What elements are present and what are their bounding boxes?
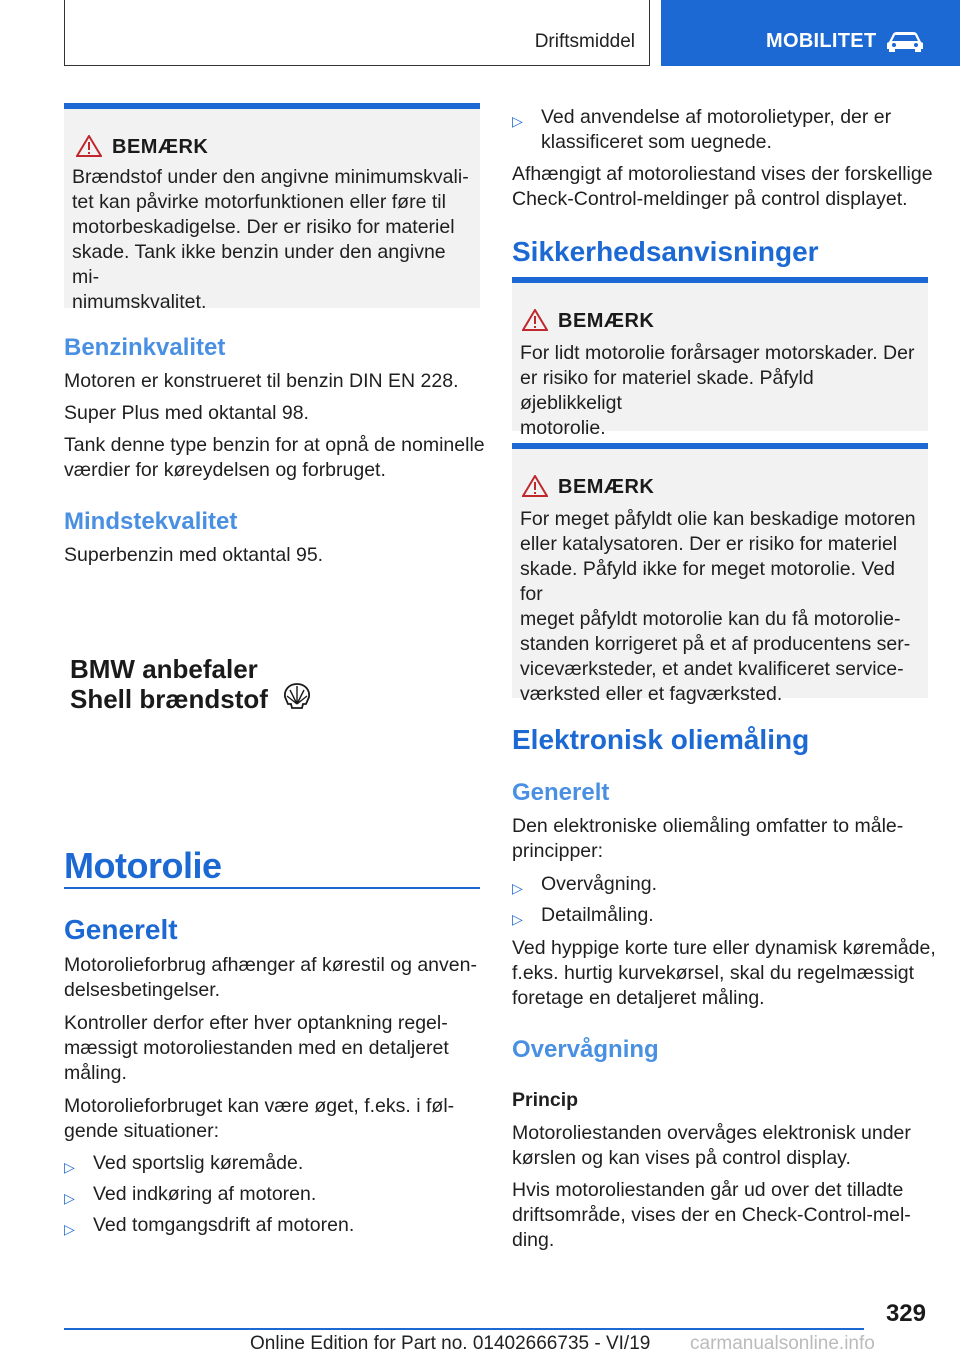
note-line: skade. Tank ikke benzin under den angivne mi- (72, 241, 446, 288)
paragraph-line: Motoroliestanden overvåges elektronisk under (512, 1122, 911, 1144)
paragraph-line: delsesbetingelser. (64, 979, 221, 1001)
shell-ad (70, 654, 268, 714)
note-line: Brændstof under den angivne minimumskvali- (72, 166, 469, 188)
heading-generelt: Generelt (64, 914, 178, 945)
paragraph: Motoren er konstrueret til benzin DIN EN 228. (64, 370, 459, 392)
note-text (520, 341, 918, 441)
bullet-triangle-icon: ▷ (512, 911, 523, 927)
heading-overvaagning: Overvågning (512, 1036, 659, 1063)
paragraph-line: principper: (512, 840, 604, 862)
note-line: eller katalysatoren. Der er risiko for materiel (520, 533, 898, 555)
note-line: viceværksteder, et andet kvalificeret service- (520, 658, 904, 680)
note-line: For meget påfyldt olie kan beskadige motoren (520, 508, 916, 530)
bullet-triangle-icon: ▷ (64, 1159, 75, 1175)
list-item (512, 105, 891, 155)
bullet-triangle-icon: ▷ (512, 880, 523, 896)
list-item-text: Ved indkøring af motoren. (93, 1183, 317, 1205)
paragraph (512, 814, 903, 864)
car-icon (885, 28, 925, 52)
paragraph (512, 1178, 911, 1253)
note-title: BEMÆRK (558, 476, 655, 498)
heading-motorolie: Motorolie (64, 845, 222, 886)
paragraph (64, 953, 477, 1003)
note-line: er risiko for materiel skade. Påfyld øjeblikkeligt (520, 367, 814, 414)
header-section-label: Driftsmiddel (534, 31, 635, 52)
note-line: standen korrigeret på et af producentens ser- (520, 633, 911, 655)
note-title: BEMÆRK (112, 136, 209, 158)
list-item (64, 1151, 303, 1176)
header-chapter-box (661, 0, 960, 66)
list-item (64, 1182, 316, 1207)
bullet-triangle-icon: ▷ (64, 1221, 75, 1237)
paragraph-line: f.eks. hurtig kurvekørsel, skal du regelmæssigt (512, 962, 915, 984)
paragraph-line: mæssigt motoroliestanden med en detaljeret (64, 1037, 449, 1059)
paragraph-line: måling. (64, 1062, 127, 1084)
list-item-text: Ved sportslig køremåde. (93, 1152, 304, 1174)
header-chapter-label: MOBILITET (766, 30, 877, 52)
warning-note-overfill-oil (512, 443, 928, 705)
paragraph-line: Tank denne type benzin for at opnå de nominelle (64, 434, 485, 456)
paragraph-line: driftsområde, vises der en Check-Control-mel- (512, 1204, 911, 1226)
paragraph: Superbenzin med oktantal 95. (64, 544, 324, 566)
heading-elektronisk-oliemaaling: Elektronisk oliemåling (512, 724, 810, 755)
note-line: For lidt motorolie forårsager motorskader. Der (520, 342, 915, 364)
ad-line-text: Shell brændstof (70, 684, 268, 714)
paragraph: Super Plus med oktantal 98. (64, 402, 309, 424)
list-item-text (541, 105, 891, 155)
bullet-triangle-icon: ▷ (512, 113, 523, 129)
paragraph-line: Kontroller derfor efter hver optankning regel- (64, 1012, 448, 1034)
paragraph-line: Motorolieforbruget kan være øget, f.eks. i føl- (64, 1095, 455, 1117)
list-item-line: klassificeret som uegnede. (541, 131, 772, 153)
ad-line (70, 684, 268, 714)
note-line: skade. Påfyld ikke for meget motorolie. Ved for (520, 558, 896, 605)
note-line: nimumskvalitet. (72, 291, 207, 313)
note-text (520, 507, 918, 707)
heading-sikkerhedsanvisninger: Sikkerhedsanvisninger (512, 236, 819, 267)
paragraph-line: Afhængigt af motoroliestand vises der forskellige (512, 163, 933, 185)
list-item (64, 1213, 354, 1238)
ad-line: BMW anbefaler (70, 654, 258, 684)
warning-note-low-oil (512, 277, 928, 439)
paragraph-line: foretage en detaljeret måling. (512, 987, 765, 1009)
note-title: BEMÆRK (558, 310, 655, 332)
warning-triangle-icon (522, 309, 548, 331)
paragraph-line: ding. (512, 1229, 555, 1251)
warning-triangle-icon (522, 475, 548, 497)
list-item-text: Detailmåling. (541, 904, 654, 926)
paragraph-line: Check-Control-meldinger på control displayet. (512, 188, 908, 210)
list-item-text: Overvågning. (541, 873, 657, 895)
paragraph (512, 1121, 911, 1171)
paragraph-line: kørslen og kan vises på control display. (512, 1147, 851, 1169)
paragraph-line: Den elektroniske oliemåling omfatter to måle- (512, 815, 904, 837)
list-item (512, 872, 657, 897)
warning-triangle-icon (76, 135, 102, 157)
paragraph (512, 162, 933, 212)
heading-generelt: Generelt (512, 779, 610, 806)
note-line: tet kan påvirke motorfunktionen eller føre til (72, 191, 446, 213)
list-item-line: Ved anvendelse af motorolietyper, der er (541, 106, 892, 128)
paragraph (64, 1094, 454, 1144)
paragraph-line: Ved hyppige korte ture eller dynamisk køremåde, (512, 937, 936, 959)
paragraph-line: Motorolieforbrug afhænger af kørestil og anven- (64, 954, 477, 976)
heading-rule (64, 887, 480, 889)
note-line: motorbeskadigelse. Der er risiko for materiel (72, 216, 455, 238)
paragraph-line: værdier for køreydelsen og forbruget. (64, 459, 386, 481)
note-line: motorolie. (520, 417, 606, 439)
note-line: meget påfyldt motorolie kan du få motorolie- (520, 608, 901, 630)
footer-watermark: carmanualsonline.info (690, 1333, 875, 1354)
list-item-text: Ved tomgangsdrift af motoren. (93, 1214, 355, 1236)
note-line: værksted eller et fagværksted. (520, 683, 783, 705)
heading-mindstekvalitet: Mindstekvalitet (64, 508, 238, 535)
paragraph-line: gende situationer: (64, 1120, 220, 1142)
shell-logo-icon (282, 682, 312, 710)
heading-princip: Princip (512, 1089, 579, 1111)
paragraph (64, 1011, 449, 1086)
note-text (72, 165, 470, 315)
paragraph-line: Hvis motoroliestanden går ud over det tilladte (512, 1179, 904, 1201)
warning-note-fuel (64, 103, 480, 313)
paragraph (512, 936, 936, 1011)
header-section-box (64, 0, 650, 66)
bullet-triangle-icon: ▷ (64, 1190, 75, 1206)
page-number: 329 (885, 1300, 926, 1327)
heading-benzinkvalitet: Benzinkvalitet (64, 334, 226, 361)
paragraph (64, 433, 485, 483)
footer-edition: Online Edition for Part no. 01402666735 - VI/19 (250, 1333, 651, 1354)
list-item (512, 903, 654, 928)
footer-rule (64, 1328, 864, 1330)
